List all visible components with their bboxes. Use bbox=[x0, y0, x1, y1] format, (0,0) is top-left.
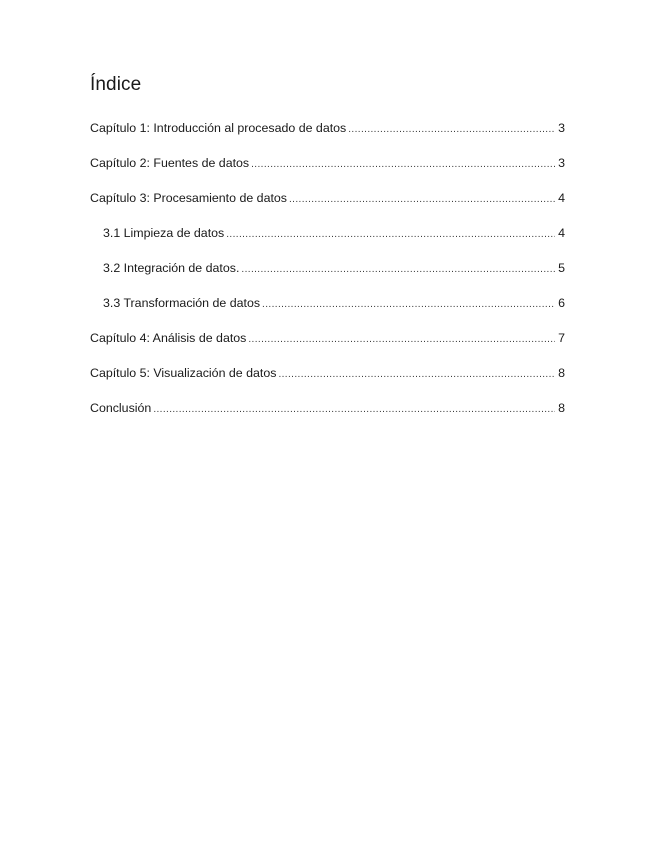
toc-entry-page: 6 bbox=[558, 296, 565, 310]
toc-entry-page: 3 bbox=[558, 121, 565, 135]
toc-dot-leader bbox=[348, 121, 555, 139]
toc-entry-text: 3.1 Limpieza de datos bbox=[103, 226, 225, 240]
toc-entry-section-3-3[interactable] bbox=[90, 294, 565, 329]
toc-entry-chapter-1[interactable] bbox=[90, 119, 565, 154]
toc-entry-page: 3 bbox=[558, 156, 565, 170]
toc-entry-page: 4 bbox=[558, 191, 565, 205]
toc-entry-text: Capítulo 3: Procesamiento de datos bbox=[90, 191, 287, 205]
toc-entry-page: 7 bbox=[558, 331, 565, 345]
toc-dot-leader bbox=[153, 401, 555, 419]
toc-title: Índice bbox=[90, 74, 142, 95]
toc-entry-page: 5 bbox=[558, 261, 565, 275]
toc-dot-leader bbox=[251, 156, 555, 174]
toc-entry-text: 3.3 Transformación de datos bbox=[103, 296, 261, 310]
toc-entry-text: Capítulo 1: Introducción al procesado de datos bbox=[90, 121, 347, 135]
toc-entry-conclusion[interactable] bbox=[90, 399, 565, 434]
toc-entry-chapter-2[interactable] bbox=[90, 154, 565, 189]
toc-dot-leader bbox=[226, 226, 555, 244]
toc-entry-chapter-5[interactable] bbox=[90, 364, 565, 399]
toc-entry-text: Capítulo 2: Fuentes de datos bbox=[90, 156, 250, 170]
toc-entry-page: 8 bbox=[558, 401, 565, 415]
toc-entry-chapter-3[interactable] bbox=[90, 189, 565, 224]
toc-entry-page: 8 bbox=[558, 366, 565, 380]
toc-entry-page: 4 bbox=[558, 226, 565, 240]
toc-dot-leader bbox=[262, 296, 555, 314]
toc-dot-leader bbox=[289, 191, 555, 209]
toc-entry-chapter-4[interactable] bbox=[90, 329, 565, 364]
toc-entry-text: Capítulo 5: Visualización de datos bbox=[90, 366, 277, 380]
toc-dot-leader bbox=[278, 366, 555, 384]
toc-dot-leader bbox=[241, 261, 555, 279]
toc-entry-text: Capítulo 4: Análisis de datos bbox=[90, 331, 247, 345]
toc-entry-text: Conclusión bbox=[90, 401, 152, 415]
toc-entry-text: 3.2 Integración de datos. bbox=[103, 261, 240, 275]
toc-dot-leader bbox=[248, 331, 555, 349]
toc-entry-section-3-1[interactable] bbox=[90, 224, 565, 259]
toc-list bbox=[90, 119, 565, 434]
toc-entry-section-3-2[interactable] bbox=[90, 259, 565, 294]
